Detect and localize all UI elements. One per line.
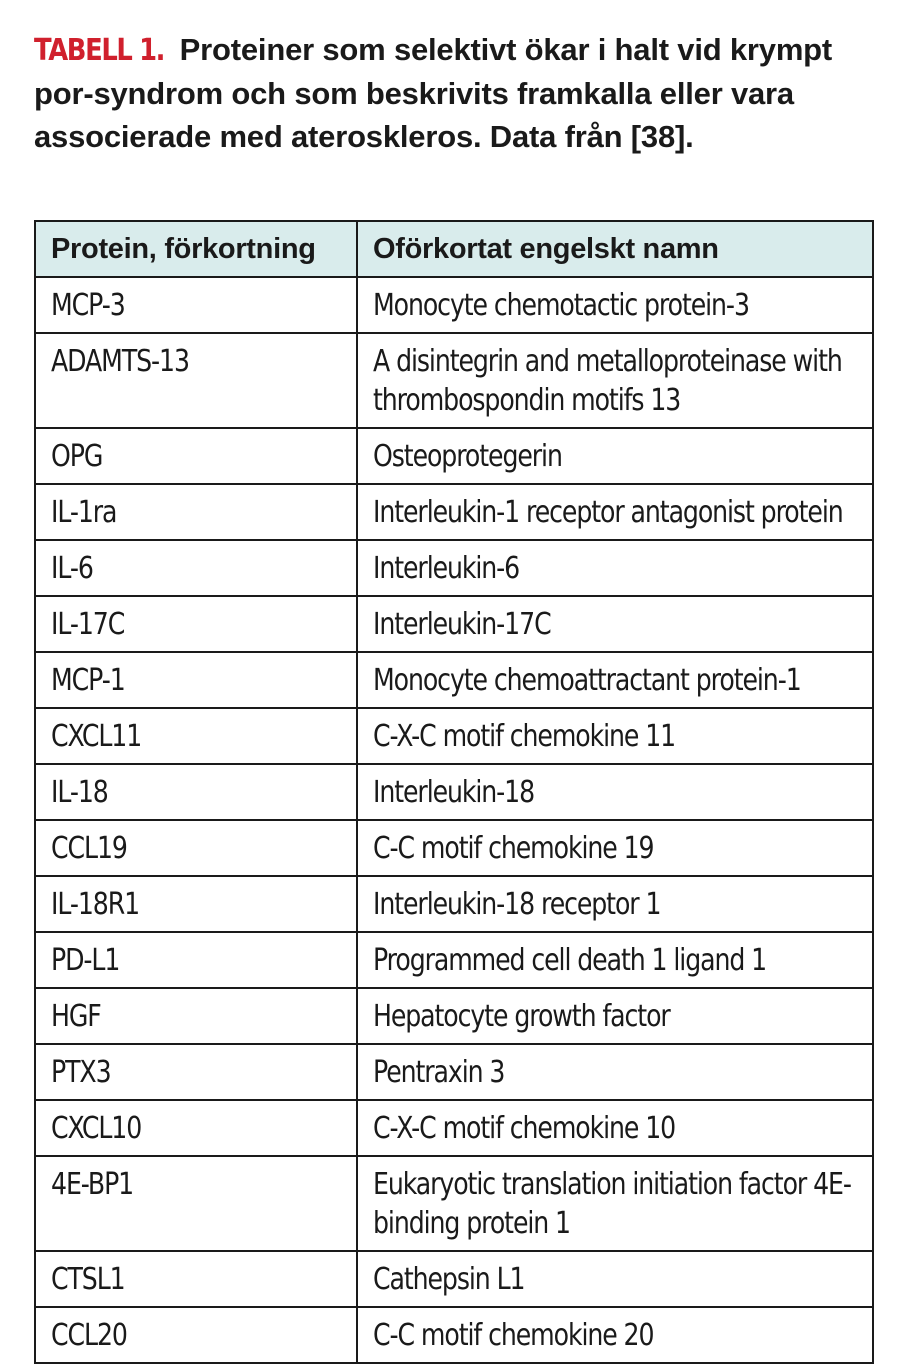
protein-table (34, 220, 874, 1364)
table-row (35, 876, 873, 932)
table-caption-text: Proteiner som selektivt ökar i halt vid krympt por-syndrom och som beskrivits framkalla eller vara associerade med ateroskleros. Data från [38]. (34, 32, 833, 154)
cell-abbreviation (35, 277, 357, 333)
cell-full-name (357, 277, 873, 333)
cell-abbreviation (35, 1307, 357, 1363)
abbr-text: ADAMTS-13 (51, 344, 189, 379)
table-row (35, 333, 873, 428)
name-text: Monocyte chemotactic protein-3 (373, 288, 749, 323)
cell-abbreviation (35, 932, 357, 988)
name-text: Hepatocyte growth factor (373, 999, 670, 1034)
table-row (35, 932, 873, 988)
abbr-text: CCL19 (51, 831, 127, 866)
table-row (35, 540, 873, 596)
name-text: Osteoprotegerin (373, 439, 562, 474)
abbr-text: IL-18R1 (51, 887, 140, 922)
cell-abbreviation (35, 484, 357, 540)
table-row (35, 764, 873, 820)
name-text: Monocyte chemoattractant protein-1 (373, 663, 801, 698)
table-row (35, 1156, 873, 1251)
table-row (35, 1100, 873, 1156)
table-row (35, 277, 873, 333)
abbr-text: CTSL1 (51, 1262, 125, 1297)
abbr-text: IL-1ra (51, 495, 117, 530)
cell-abbreviation (35, 652, 357, 708)
table-row (35, 1307, 873, 1363)
table-row (35, 820, 873, 876)
cell-full-name (357, 596, 873, 652)
table-caption (34, 28, 864, 158)
name-text: C-C motif chemokine 19 (373, 831, 654, 866)
cell-full-name (357, 1100, 873, 1156)
abbr-text: CXCL10 (51, 1111, 142, 1146)
name-text: A disintegrin and metalloproteinase with thrombospondin motifs 13 (373, 344, 842, 418)
cell-abbreviation (35, 1156, 357, 1251)
table-row (35, 652, 873, 708)
abbr-text: HGF (51, 999, 101, 1034)
column-header-abbreviation: Protein, förkortning (35, 221, 357, 277)
abbr-text: MCP-1 (51, 663, 125, 698)
cell-abbreviation (35, 1100, 357, 1156)
cell-full-name (357, 820, 873, 876)
cell-full-name (357, 333, 873, 428)
abbr-text: 4E-BP1 (51, 1167, 134, 1202)
table-label: TABELL 1. (34, 33, 165, 68)
cell-full-name (357, 652, 873, 708)
cell-full-name (357, 540, 873, 596)
name-text: Interleukin-18 (373, 775, 535, 810)
abbr-text: CCL20 (51, 1318, 127, 1353)
cell-abbreviation (35, 1044, 357, 1100)
cell-full-name (357, 428, 873, 484)
name-text: Eukaryotic translation initiation factor 4E-binding protein 1 (373, 1167, 851, 1241)
table-row (35, 708, 873, 764)
name-text: C-C motif chemokine 20 (373, 1318, 654, 1353)
cell-full-name (357, 708, 873, 764)
abbr-text: PD-L1 (51, 943, 120, 978)
cell-abbreviation (35, 764, 357, 820)
name-text: Cathepsin L1 (373, 1262, 525, 1297)
abbr-text: MCP-3 (51, 288, 125, 323)
cell-full-name (357, 1156, 873, 1251)
abbr-text: CXCL11 (51, 719, 142, 754)
name-text: C-X-C motif chemokine 10 (373, 1111, 676, 1146)
table-header-row (35, 221, 873, 277)
name-text: Programmed cell death 1 ligand 1 (373, 943, 767, 978)
name-text: Interleukin-6 (373, 551, 520, 586)
name-text: Interleukin-17C (373, 607, 551, 642)
cell-abbreviation (35, 876, 357, 932)
cell-full-name (357, 876, 873, 932)
cell-abbreviation (35, 428, 357, 484)
cell-full-name (357, 1251, 873, 1307)
table-row (35, 596, 873, 652)
table-row (35, 484, 873, 540)
cell-full-name (357, 764, 873, 820)
table-row (35, 988, 873, 1044)
column-header-full-name: Oförkortat engelskt namn (357, 221, 873, 277)
cell-full-name (357, 932, 873, 988)
cell-full-name (357, 988, 873, 1044)
abbr-text: IL-17C (51, 607, 125, 642)
name-text: Interleukin-1 receptor antagonist protein (373, 495, 843, 530)
table-row (35, 1251, 873, 1307)
abbr-text: OPG (51, 439, 103, 474)
cell-full-name (357, 1307, 873, 1363)
cell-abbreviation (35, 708, 357, 764)
cell-full-name (357, 1044, 873, 1100)
abbr-text: PTX3 (51, 1055, 111, 1090)
name-text: Pentraxin 3 (373, 1055, 505, 1090)
abbr-text: IL-6 (51, 551, 93, 586)
table-row (35, 428, 873, 484)
cell-abbreviation (35, 820, 357, 876)
cell-abbreviation (35, 988, 357, 1044)
name-text: C-X-C motif chemokine 11 (373, 719, 676, 754)
cell-abbreviation (35, 596, 357, 652)
name-text: Interleukin-18 receptor 1 (373, 887, 661, 922)
cell-abbreviation (35, 1251, 357, 1307)
cell-abbreviation (35, 540, 357, 596)
table-row (35, 1044, 873, 1100)
cell-abbreviation (35, 333, 357, 428)
abbr-text: IL-18 (51, 775, 108, 810)
cell-full-name (357, 484, 873, 540)
